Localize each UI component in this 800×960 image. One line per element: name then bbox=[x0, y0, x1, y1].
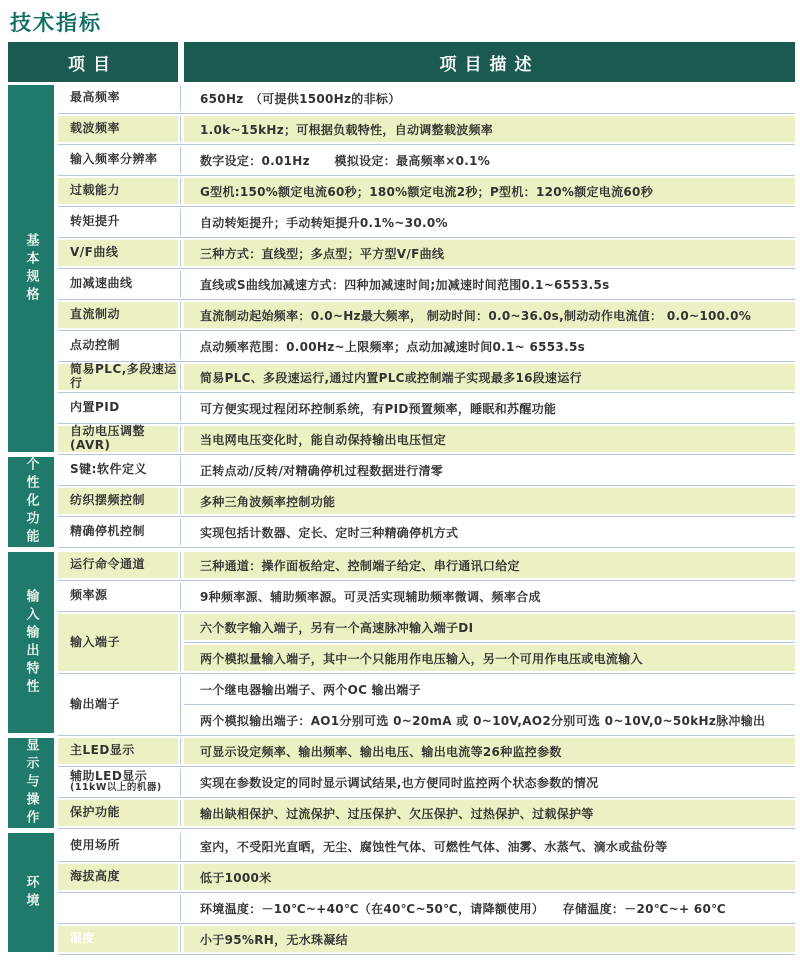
item-label-text: 最高频率 bbox=[70, 90, 121, 105]
row-item-label bbox=[58, 519, 178, 545]
item-label-text: 加减速曲线 bbox=[70, 276, 133, 291]
row-description: 三种通道：操作面板给定、控制端子给定、串行通讯口给定 bbox=[184, 552, 795, 578]
item-label-text: 简易PLC,多段速运行 bbox=[70, 362, 177, 390]
item-label-text: 载波频率 bbox=[70, 121, 121, 136]
item-label-text: 直流制动 bbox=[70, 307, 121, 322]
section-rows bbox=[58, 833, 795, 957]
row-item-label bbox=[58, 364, 178, 390]
row-descriptions bbox=[184, 614, 795, 671]
item-label-text: 湿度 bbox=[70, 931, 96, 946]
item-label-text: 输出端子 bbox=[70, 696, 121, 711]
item-label-text: 保护功能 bbox=[70, 805, 121, 820]
table-row bbox=[58, 519, 795, 545]
row-description: 650Hz （可提供1500Hz的非标） bbox=[184, 85, 795, 111]
row-item-label bbox=[58, 769, 178, 795]
row-descriptions bbox=[184, 333, 795, 359]
category-label: 输入输出特性 bbox=[8, 552, 54, 733]
item-label-text: 输入频率分辨率 bbox=[70, 152, 158, 167]
row-description: G型机:150%额定电流60秒；180%额定电流2秒；P型机：120%额定电流60秒 bbox=[184, 178, 795, 204]
table-row bbox=[58, 178, 795, 204]
row-description: 9种频率源、辅助频率源。可灵活实现辅助频率微调、频率合成 bbox=[184, 583, 795, 609]
item-label-text: 点动控制 bbox=[70, 338, 121, 353]
table-header-row bbox=[8, 42, 795, 82]
row-item-label bbox=[58, 895, 178, 921]
item-label-text: 主LED显示 bbox=[70, 743, 135, 758]
row-descriptions bbox=[184, 769, 795, 795]
row-item-label bbox=[58, 116, 178, 142]
row-item-label bbox=[58, 833, 178, 859]
row-descriptions bbox=[184, 116, 795, 142]
page-title: 技术指标 bbox=[10, 11, 102, 35]
item-label-text: 精确停机控制 bbox=[70, 524, 146, 539]
item-label-text: 辅助LED显示 bbox=[70, 768, 148, 783]
row-item-label bbox=[58, 583, 178, 609]
row-description: 输出缺相保护、过流保护、过压保护、欠压保护、过热保护、过载保护等 bbox=[184, 800, 795, 826]
table-row bbox=[58, 488, 795, 514]
item-label-text: 海拔高度 bbox=[70, 869, 121, 884]
row-description: 简易PLC、多段速运行,通过内置PLC或控制端子实现最多16段速运行 bbox=[184, 364, 795, 390]
table-row bbox=[58, 364, 795, 390]
row-item-label bbox=[58, 302, 178, 328]
section-rows bbox=[58, 457, 795, 552]
table-row bbox=[58, 864, 795, 890]
row-description: 正转点动/反转/对精确停机过程数据进行清零 bbox=[184, 457, 795, 483]
row-item-label bbox=[58, 738, 178, 764]
row-description: 1.0k~15kHz；可根据负载特性，自动调整载波频率 bbox=[184, 116, 795, 142]
item-label-text: 转矩提升 bbox=[70, 214, 121, 229]
row-description: 六个数字输入端子，另有一个高速脉冲输入端子DI bbox=[184, 614, 795, 640]
row-descriptions bbox=[184, 426, 795, 452]
header-item-cell: 项目 bbox=[8, 42, 178, 82]
row-item-label bbox=[58, 333, 178, 359]
table-section bbox=[8, 85, 795, 457]
section-rows bbox=[58, 85, 795, 457]
table-row bbox=[58, 833, 795, 859]
table-row bbox=[58, 395, 795, 421]
row-item-label bbox=[58, 614, 178, 671]
row-description: 点动频率范围：0.00Hz~上限频率；点动加减速时间0.1~ 6553.5s bbox=[184, 333, 795, 359]
row-description: 自动转矩提升；手动转矩提升0.1%~30.0% bbox=[184, 209, 795, 235]
row-descriptions bbox=[184, 364, 795, 390]
row-description: 可显示设定频率、输出频率、输出电压、输出电流等26种监控参数 bbox=[184, 738, 795, 764]
category-label: 基本规格 bbox=[8, 85, 54, 452]
item-label-text: 自动电压调整(AVR) bbox=[70, 424, 146, 452]
row-item-label bbox=[58, 395, 178, 421]
item-label-text: 过载能力 bbox=[70, 183, 121, 198]
table-row bbox=[58, 800, 795, 826]
row-descriptions bbox=[184, 895, 795, 921]
row-description: 两个模拟输出端子：AO1分别可选 0~20mA 或 0~10V,AO2分别可选 0~10V,0~50kHz脉冲输出 bbox=[184, 707, 795, 733]
row-description: 小于95%RH，无水珠凝结 bbox=[184, 926, 795, 952]
row-description: 可方便实现过程闭环控制系统，有PID预置频率，睡眠和苏醒功能 bbox=[184, 395, 795, 421]
row-descriptions bbox=[184, 800, 795, 826]
row-item-label bbox=[58, 426, 178, 452]
table-section bbox=[8, 552, 795, 738]
row-descriptions bbox=[184, 833, 795, 859]
row-description: 直流制动起始频率：0.0~Hz最大频率， 制动时间：0.0~36.0s,制动动作电流值： 0.0~100.0% bbox=[184, 302, 795, 328]
table-row bbox=[58, 85, 795, 111]
row-item-label bbox=[58, 864, 178, 890]
table-section bbox=[8, 738, 795, 833]
item-label-text: 输入端子 bbox=[70, 634, 121, 649]
category-label: 环境 bbox=[8, 833, 54, 952]
item-label-text: 运行命令通道 bbox=[70, 557, 146, 572]
row-descriptions bbox=[184, 271, 795, 297]
category-label: 个性化功能 bbox=[8, 457, 54, 547]
row-item-label bbox=[58, 457, 178, 483]
row-item-label bbox=[58, 676, 178, 733]
row-descriptions bbox=[184, 147, 795, 173]
item-label-note: (11kW以上的机器) bbox=[70, 782, 162, 794]
row-description: 实现包括计数器、定长、定时三种精确停机方式 bbox=[184, 519, 795, 545]
row-descriptions bbox=[184, 488, 795, 514]
row-description: 实现在参数设定的同时显示调试结果,也方便同时监控两个状态参数的情况 bbox=[184, 769, 795, 795]
row-descriptions bbox=[184, 395, 795, 421]
section-rows bbox=[58, 738, 795, 833]
table-row bbox=[58, 457, 795, 483]
row-item-label bbox=[58, 147, 178, 173]
section-rows bbox=[58, 552, 795, 738]
row-description: 环境温度：－10℃~+40℃（在40℃~50℃，请降额使用） 存储温度：－20℃~+ 60℃ bbox=[184, 895, 795, 921]
table-section bbox=[8, 457, 795, 552]
row-descriptions bbox=[184, 864, 795, 890]
row-separator bbox=[58, 545, 795, 550]
table-row bbox=[58, 147, 795, 173]
item-label-text: 频率源 bbox=[70, 588, 108, 603]
table-row bbox=[58, 552, 795, 578]
item-label-text: S键:软件定义 bbox=[70, 462, 147, 477]
item-label-text: 内置PID bbox=[70, 400, 120, 415]
table-body bbox=[8, 85, 795, 957]
row-descriptions bbox=[184, 85, 795, 111]
row-item-label bbox=[58, 178, 178, 204]
item-label-text: 纺织摆频控制 bbox=[70, 493, 146, 508]
spec-table bbox=[8, 42, 795, 957]
table-row bbox=[58, 926, 795, 952]
row-description: 直线或S曲线加减速方式：四种加减速时间;加减速时间范围0.1~6553.5s bbox=[184, 271, 795, 297]
row-descriptions bbox=[184, 738, 795, 764]
table-row bbox=[58, 614, 795, 671]
row-item-label bbox=[58, 552, 178, 578]
item-label-text: 使用场所 bbox=[70, 838, 121, 853]
row-description: 一个继电器输出端子、两个OC 输出端子 bbox=[184, 676, 795, 702]
table-row bbox=[58, 333, 795, 359]
row-descriptions bbox=[184, 552, 795, 578]
row-item-label bbox=[58, 926, 178, 952]
table-section bbox=[8, 833, 795, 957]
row-descriptions bbox=[184, 519, 795, 545]
row-descriptions bbox=[184, 302, 795, 328]
table-row bbox=[58, 302, 795, 328]
row-item-label bbox=[58, 240, 178, 266]
row-description: 三种方式：直线型；多点型；平方型V/F曲线 bbox=[184, 240, 795, 266]
row-item-label bbox=[58, 271, 178, 297]
row-descriptions bbox=[184, 240, 795, 266]
row-item-label bbox=[58, 488, 178, 514]
row-description: 两个模拟量输入端子，其中一个只能用作电压输入，另一个可用作电压或电流输入 bbox=[184, 645, 795, 671]
row-description: 数字设定：0.01Hz 模拟设定：最高频率×0.1% bbox=[184, 147, 795, 173]
row-description: 多种三角波频率控制功能 bbox=[184, 488, 795, 514]
row-descriptions bbox=[184, 676, 795, 733]
row-separator bbox=[58, 952, 795, 957]
table-row bbox=[58, 895, 795, 921]
table-row bbox=[58, 271, 795, 297]
table-row bbox=[58, 426, 795, 452]
row-description: 低于1000米 bbox=[184, 864, 795, 890]
row-descriptions bbox=[184, 583, 795, 609]
table-row bbox=[58, 769, 795, 795]
row-descriptions bbox=[184, 178, 795, 204]
table-row bbox=[58, 116, 795, 142]
row-descriptions bbox=[184, 457, 795, 483]
table-row bbox=[58, 738, 795, 764]
category-label: 显示与操作 bbox=[8, 738, 54, 828]
table-row bbox=[58, 240, 795, 266]
row-item-label bbox=[58, 209, 178, 235]
table-row bbox=[58, 583, 795, 609]
row-description: 室内，不受阳光直晒，无尘、腐蚀性气体、可燃性气体、油雾、水蒸气、滴水或盐份等 bbox=[184, 833, 795, 859]
header-description-cell: 项目描述 bbox=[184, 42, 795, 82]
row-description: 当电网电压变化时，能自动保持输出电压恒定 bbox=[184, 426, 795, 452]
row-descriptions bbox=[184, 209, 795, 235]
row-separator bbox=[58, 826, 795, 831]
row-descriptions bbox=[184, 926, 795, 952]
table-row bbox=[58, 676, 795, 733]
row-item-label bbox=[58, 85, 178, 111]
row-item-label bbox=[58, 800, 178, 826]
item-label-text: V/F曲线 bbox=[70, 245, 119, 260]
table-row bbox=[58, 209, 795, 235]
